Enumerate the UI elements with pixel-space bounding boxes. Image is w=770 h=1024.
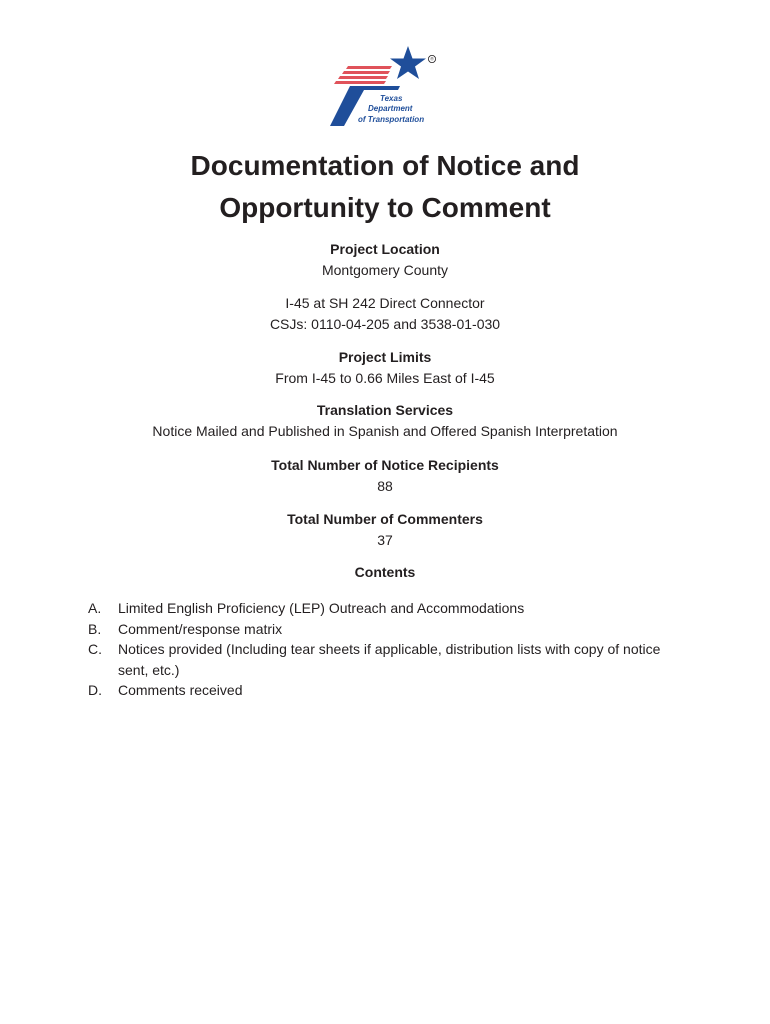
project-description: I-45 at SH 242 Direct Connector bbox=[285, 295, 485, 311]
contents-label: Contents bbox=[354, 564, 416, 580]
logo-line-transportation: of Transportation bbox=[358, 115, 425, 124]
project-location-label: Project Location bbox=[330, 241, 440, 257]
project-limits-value: From I-45 to 0.66 Miles East of I-45 bbox=[275, 370, 495, 386]
logo-line-texas: Texas bbox=[380, 94, 403, 103]
contents-item-marker: B. bbox=[88, 620, 102, 637]
notice-recipients-label: Total Number of Notice Recipients bbox=[271, 457, 499, 473]
txdot-logo bbox=[326, 44, 446, 130]
contents-item-marker: C. bbox=[88, 641, 102, 657]
translation-services-value: Notice Mailed and Published in Spanish and Offered Spanish Interpretation bbox=[152, 423, 618, 439]
contents-item-text: Comment/response matrix bbox=[118, 620, 283, 637]
project-limits-label: Project Limits bbox=[338, 349, 432, 365]
notice-recipients-value: 88 bbox=[377, 478, 393, 494]
commenters-section bbox=[0, 509, 770, 551]
logo-line-department: Department bbox=[368, 104, 413, 113]
contents-item-text: Limited English Proficiency (LEP) Outreach and Accommodations bbox=[118, 600, 525, 616]
contents-item-text: Notices provided (Including tear sheets if applicable, distribution lists with copy of notice sent, etc.) bbox=[118, 641, 661, 678]
commenters-label: Total Number of Commenters bbox=[287, 511, 483, 527]
contents-item bbox=[88, 598, 688, 619]
registered-mark: ® bbox=[430, 56, 434, 62]
contents-item-marker: D. bbox=[88, 682, 102, 698]
contents-item-marker: A. bbox=[88, 600, 102, 616]
commenters-value: 37 bbox=[377, 532, 393, 548]
title-line-1: Documentation of Notice and bbox=[190, 150, 580, 181]
page-title bbox=[0, 145, 770, 229]
project-limits-section bbox=[0, 347, 770, 389]
contents-list bbox=[88, 598, 688, 701]
contents-item bbox=[88, 639, 688, 680]
project-location-section bbox=[0, 239, 770, 281]
contents-heading-section bbox=[0, 562, 770, 583]
translation-services-section bbox=[0, 400, 770, 442]
title-line-2: Opportunity to Comment bbox=[219, 192, 551, 223]
translation-services-label: Translation Services bbox=[316, 402, 454, 418]
contents-item-text: Comments received bbox=[118, 682, 243, 698]
contents-item bbox=[88, 619, 688, 640]
txdot-logo-mark bbox=[326, 44, 446, 130]
project-csjs: CSJs: 0110-04-205 and 3538-01-030 bbox=[269, 316, 501, 332]
contents-item bbox=[88, 680, 688, 701]
project-description-section bbox=[0, 293, 770, 335]
notice-recipients-section bbox=[0, 455, 770, 497]
project-location-county: Montgomery County bbox=[321, 262, 449, 278]
